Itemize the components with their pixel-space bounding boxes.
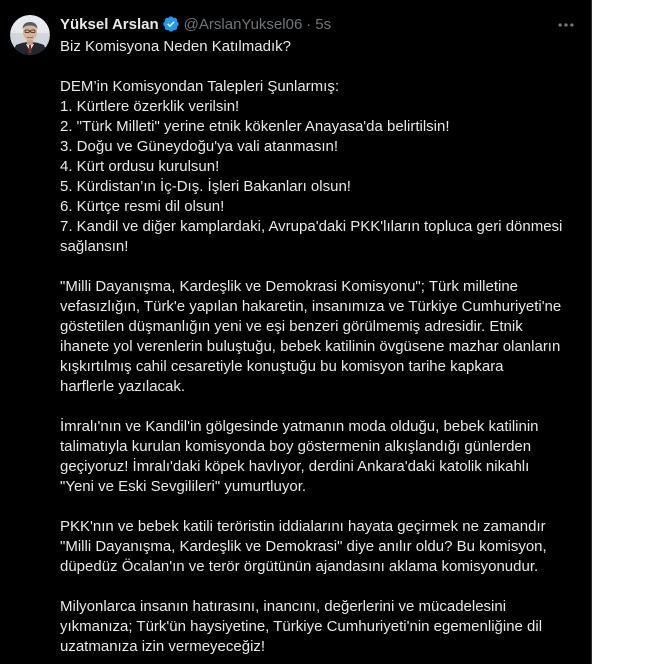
tweet-header (60, 13, 331, 35)
tweet-text-line: DEM’in Komisyondan Talepleri Şunlarmış: (60, 78, 340, 95)
tweet-text-line: 3. Doğu ve Güneydoğu'ya vali atanmasın! (60, 138, 339, 155)
tweet-text-line: vefasızlığın, Türk'e yapılan hakaretin, insanımıza ve Türkiye Cumhuriyeti'ne (60, 298, 562, 315)
tweet-text-line: sağlansın! (60, 238, 129, 255)
paragraph-gap (60, 497, 580, 517)
tweet-text-line: ihanete yol verenlerin buluştuğu, bebek katilinin övgüsene mazhar olanların (60, 338, 561, 355)
verified-badge-icon (162, 15, 180, 33)
tweet-text-line: uzatmanıza izin vermeyeceğiz! (60, 638, 266, 655)
tweet-text-line: Biz Komisyona Neden Katılmadık? (60, 38, 291, 55)
tweet-text-line: 2. "Türk Milleti" yerine etnik kökenler Anayasa'da belirtilsin! (60, 118, 450, 135)
tweet-text-line: 1. Kürtlere özerklik verilsin! (60, 98, 240, 115)
tweet-text-line: göstetilen düşmanlığın yeni ve eşi benzeri görülmemiş adresidir. Etnik (60, 318, 523, 335)
tweet-text-line: 6. Kürtçe resmi dil olsun! (60, 198, 225, 215)
avatar[interactable] (10, 15, 50, 55)
paragraph-gap (60, 57, 580, 77)
tweet-text-line: 7. Kandil ve diğer kamplardaki, Avrupa'daki PKK'lıların topluca geri dönmesi (60, 218, 563, 235)
tweet-text-line: yıkmanıza; Türk'ün haysiyetine, Türkiye Cumhuriyeti'nin egemenliğine dil (60, 618, 543, 635)
tweet-text-line: 4. Kürt ordusu kurulsun! (60, 158, 220, 175)
author-handle[interactable]: @ArslanYuksel06 (183, 15, 303, 33)
tweet-text-line: "Yeni ve Eski Sevgilileri" yumurtluyor. (60, 478, 307, 495)
author-name[interactable]: Yüksel Arslan (60, 15, 159, 33)
tweet-text-line: talimatıyla kurulan komisyonda boy göstermenin alkışlandığı günlerden (60, 438, 532, 455)
tweet-text-line: kışkırtılmış cahil cesaretiyle konuştuğu bu komisyon tarihe kapkara (60, 358, 504, 375)
tweet-text-line: "Milli Dayanışma, Kardeşlik ve Demokrasi Komisyonu"; Türk milletine (60, 278, 519, 295)
tweet-text-line: İmralı'nın ve Kandil'in gölgesinde yatmanın moda olduğu, bebek katilinin (60, 418, 539, 435)
tweet-text-line: geçiyoruz! İmralı'daki köpek havlıyor, derdini Ankara'daki katolik nikahlı (60, 458, 530, 475)
paragraph-gap (60, 257, 580, 277)
post-time[interactable]: 5s (315, 15, 332, 33)
more-options-icon[interactable] (554, 14, 578, 36)
tweet-text-line: PKK'nın ve bebek katili teröristin iddialarını hayata geçirmek ne zamandır (60, 518, 546, 535)
paragraph-gap (60, 397, 580, 417)
tweet-text (60, 37, 580, 657)
avatar-image (10, 15, 50, 55)
paragraph-gap (60, 577, 580, 597)
tweet-text-line: Milyonlarca insanın hatırasını, inancını, değerlerini ve mücadelesini (60, 598, 507, 615)
separator-dot: · (306, 15, 312, 33)
tweet-text-line: düpedüz Öcalan'ın ve terör örgütünün ajandasını aklama komisyonudur. (60, 558, 539, 575)
tweet-text-line: 5. Kürdistan’ın İç-Dış. İşleri Bakanları olsun! (60, 178, 351, 195)
tweet-text-line: harflerle yazılacak. (60, 378, 186, 395)
tweet-text-line: "Milli Dayanışma, Kardeşlik ve Demokrasi" diye anılır oldu? Bu komisyon, (60, 538, 547, 555)
